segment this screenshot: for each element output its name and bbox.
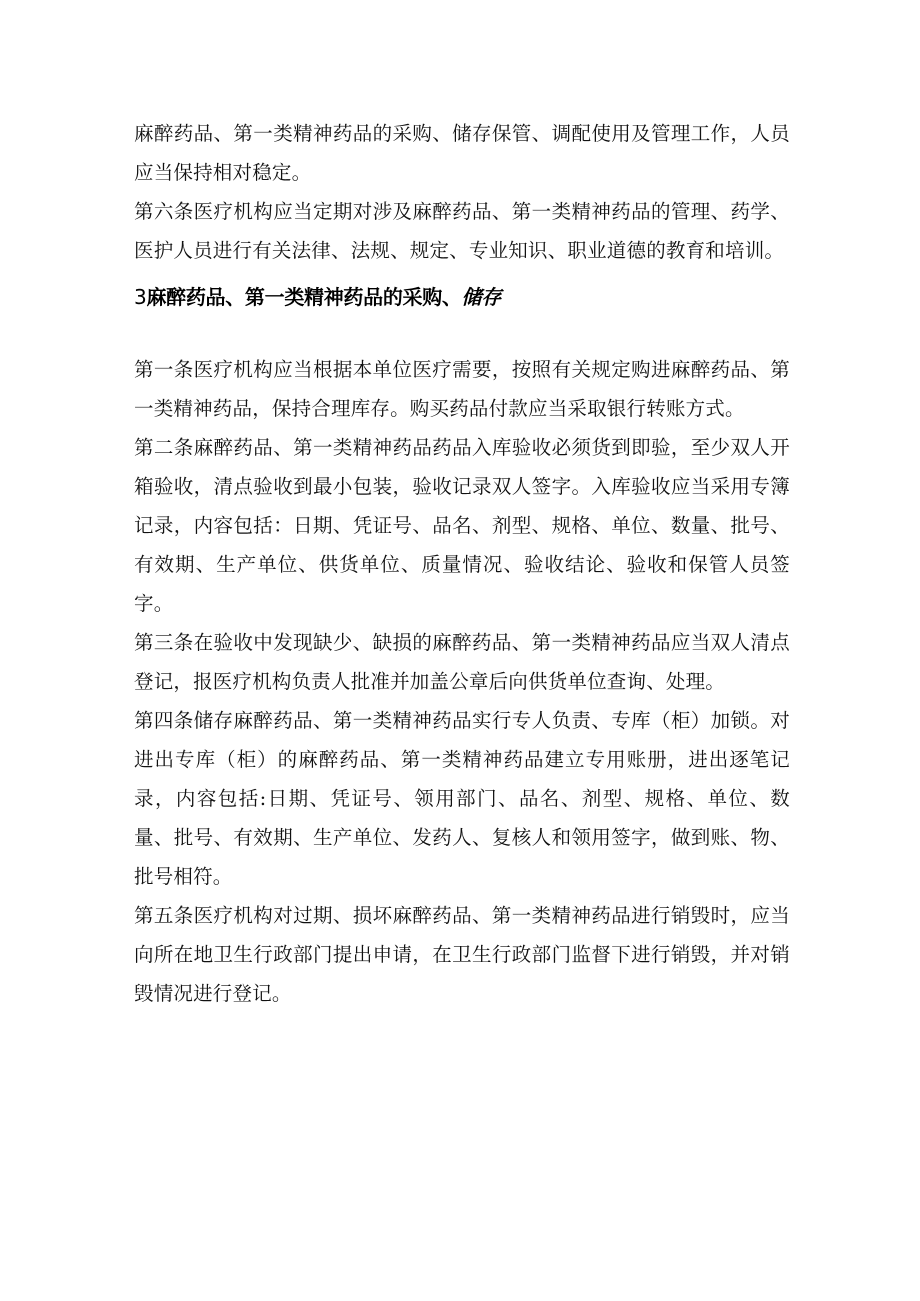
section-title-italic: 储存	[461, 285, 502, 309]
section-number: 3	[134, 285, 147, 309]
paragraph-article-6: 第六条医疗机构应当定期对涉及麻醉药品、第一类精神药品的管理、药学、医护人员进行有关法律、法规、规定、专业知识、职业道德的教育和培训。	[134, 200, 790, 262]
section-title-main: 麻醉药品、第一类精神药品的采购、	[146, 285, 462, 309]
paragraph-article-2: 第二条麻醉药品、第一类精神药品药品入库验收必须货到即验，至少双人开箱验收，清点验收到最小包装，验收记录双人签字。入库验收应当采用专簿记录，内容包括：日期、凭证号、品名、剂型、规格、单位、数量、批号、有效期、生产单位、供货单位、质量情况、验收结论、验收和保管人员签字。	[134, 436, 790, 615]
section-heading	[134, 277, 790, 317]
document-body	[134, 114, 790, 1013]
paragraph-article-4: 第四条储存麻醉药品、第一类精神药品实行专人负责、专库（柜）加锁。对进出专库（柜）的麻醉药品、第一类精神药品建立专用账册，进出逐笔记录，内容包括:日期、凭证号、领用部门、品名、剂型、规格、单位、数量、批号、有效期、生产单位、发药人、复核人和领用签字，做到账、物、批号相符。	[134, 709, 790, 888]
paragraph-article-3: 第三条在验收中发现缺少、缺损的麻醉药品、第一类精神药品应当双人清点登记，报医疗机构负责人批准并加盖公章后向供货单位查询、处理。	[134, 631, 790, 693]
paragraph-article-5: 第五条医疗机构对过期、损坏麻醉药品、第一类精神药品进行销毁时，应当向所在地卫生行政部门提出申请，在卫生行政部门监督下进行销毁，并对销毁情况进行登记。	[134, 904, 790, 1005]
paragraph-staff-stability: 麻醉药品、第一类精神药品的采购、储存保管、调配使用及管理工作，人员应当保持相对稳定。	[134, 122, 790, 184]
paragraph-article-1: 第一条医疗机构应当根据本单位医疗需要，按照有关规定购进麻醉药品、第一类精神药品，保持合理库存。购买药品付款应当采取银行转账方式。	[134, 358, 790, 420]
